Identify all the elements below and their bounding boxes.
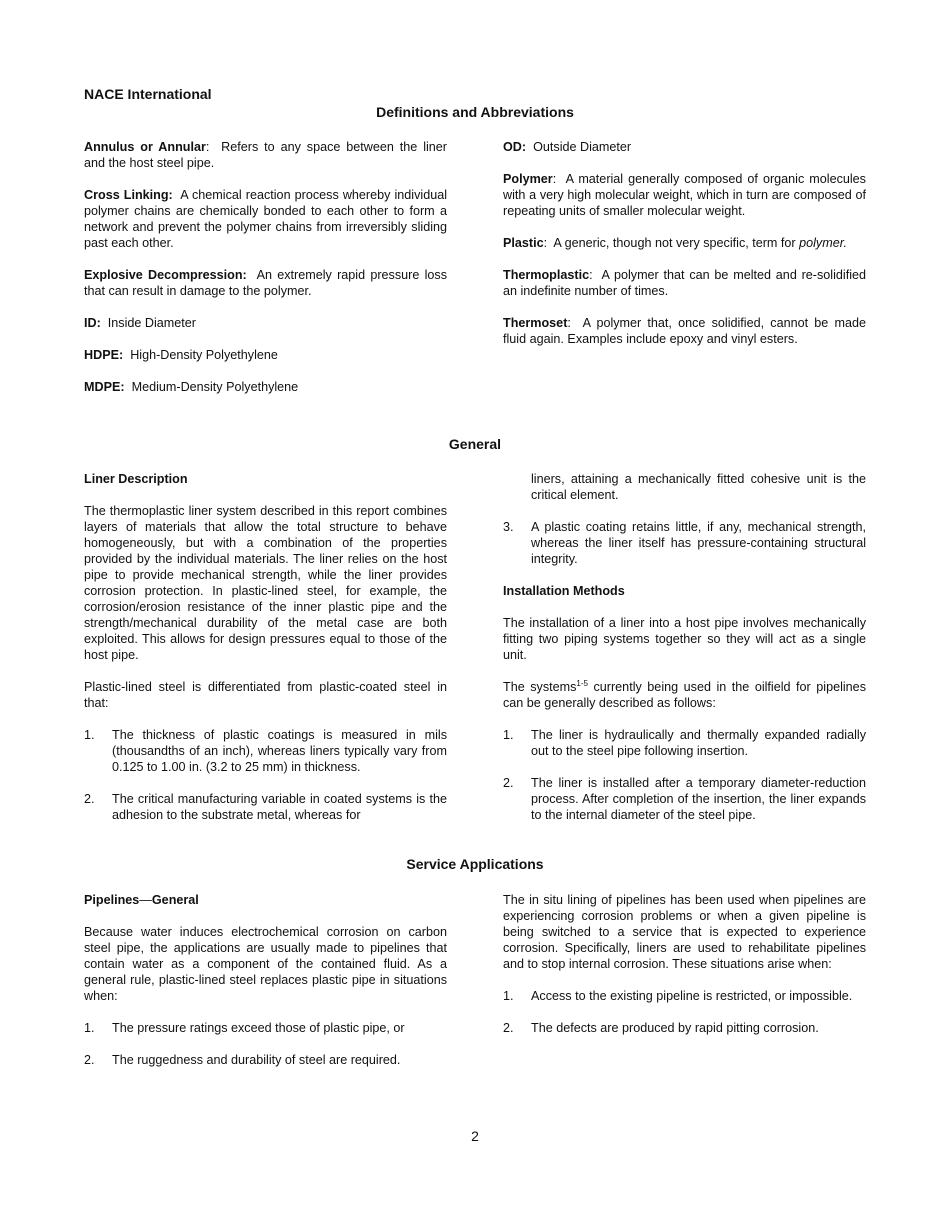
- list-item: 1. Access to the existing pipeline is restricted, or impossible.: [503, 989, 853, 1003]
- definition-od: OD: Outside Diameter: [503, 140, 632, 154]
- definition-polymer: Polymer: A material generally composed of organic molecules with a very high molecular weight, which in turn are composed of repeating units of smaller molecular weight.: [503, 172, 866, 218]
- definitions-right-column: [503, 139, 866, 347]
- list-item: 1. The pressure ratings exceed those of plastic pipe, or: [84, 1021, 405, 1035]
- definition-hdpe: HDPE: High-Density Polyethylene: [84, 348, 278, 362]
- citation-superscript: 1-5: [576, 679, 588, 688]
- definition-thermoset: Thermoset: A polymer that, once solidified, cannot be made fluid again. Examples include epoxy and vinyl esters.: [503, 316, 866, 346]
- list-item: 2. The liner is installed after a temporary diameter-reduction process. After completion of the insertion, the liner expands to the internal diameter of the steel pipe.: [503, 776, 866, 822]
- systems-paragraph: The systems$^{1-5}$ currently being used in the oilfield for pipelines can be generally described as follows:: [503, 679, 866, 710]
- installation-methods-heading: Installation Methods: [503, 584, 625, 598]
- definition-mdpe: MDPE: Medium-Density Polyethylene: [84, 380, 299, 394]
- definition-cross-linking: Cross Linking: A chemical reaction process whereby individual polymer chains are chemically bonded to each other to form a network and prevent the polymer chains from irreversibly sliding past each other.: [84, 188, 448, 250]
- pipelines-general-heading: Pipelines—General: [84, 893, 199, 907]
- service-right-column: [503, 892, 866, 1036]
- water-corrosion-paragraph: Because water induces electrochemical corrosion on carbon steel pipe, the applications are usually made to pipelines that contain water as a component of the contained fluid. As a general rule, plastic-lined steel replaces plastic pipe in situations when:: [84, 925, 447, 1003]
- general-right-column: [503, 471, 866, 823]
- plastic-lined-paragraph: Plastic-lined steel is differentiated from plastic-coated steel in that:: [84, 680, 447, 710]
- page-number: 2: [471, 1128, 479, 1144]
- general-left-column: [84, 471, 447, 823]
- service-left-column: [84, 892, 447, 1068]
- list-item: 2. The defects are produced by rapid pitting corrosion.: [503, 1021, 819, 1035]
- installation-paragraph: The installation of a liner into a host pipe involves mechanically fitting two piping systems together so they will act as a single unit.: [503, 616, 866, 662]
- list-item: 1. The thickness of plastic coatings is measured in mils (thousandths of an inch), whereas liners typically vary from 0.125 to 1.00 in. (3.2 to 25 mm) in thickness.: [84, 728, 447, 774]
- list-item: 3. A plastic coating retains little, if any, mechanical strength, whereas the liner itself has pressure-containing structural integrity.: [503, 520, 866, 566]
- definition-annulus: Annulus or Annular: Refers to any space between the liner and the host steel pipe.: [84, 140, 447, 170]
- definition-plastic: Plastic: A generic, though not very specific, term for polymer.: [503, 236, 847, 250]
- definitions-heading: Definitions and Abbreviations: [376, 104, 574, 120]
- liner-description-heading: Liner Description: [84, 472, 188, 486]
- definition-thermoplastic: Thermoplastic: A polymer that can be melted and re-solidified an indefinite number of times.: [503, 268, 867, 298]
- definition-explosive-decompression: Explosive Decompression: An extremely rapid pressure loss that can result in damage to the polymer.: [84, 268, 447, 298]
- organization-name: NACE International: [84, 86, 212, 102]
- list-item-continuation: liners, attaining a mechanically fitted cohesive unit is the critical element.: [531, 472, 866, 502]
- definition-id: ID: Inside Diameter: [84, 316, 196, 330]
- definitions-left-column: [84, 139, 447, 395]
- liner-description-paragraph: The thermoplastic liner system described in this report combines layers of materials that allow the total structure to behave homogeneously, but with a combination of the properties provided by the individual materials. The liner relies on the host pipe to provide mechanical strength, while the liner provides corrosion protection. In plastic-lined steel, for example, the corrosion/erosion resistance of the inner plastic pipe and the strength/mechanical durability of the metal case are both exploited. This allows for design pressures equal to those of the host pipe.: [84, 504, 447, 662]
- general-heading: General: [448, 436, 502, 452]
- list-item: 1. The liner is hydraulically and thermally expanded radially out to the steel pipe following insertion.: [503, 728, 866, 758]
- list-item: 2. The ruggedness and durability of steel are required.: [84, 1053, 401, 1067]
- service-applications-heading: Service Applications: [406, 856, 544, 872]
- list-item: 2. The critical manufacturing variable in coated systems is the adhesion to the substrate metal, whereas for: [84, 792, 447, 822]
- in-situ-lining-paragraph: The in situ lining of pipelines has been used when pipelines are experiencing corrosion problems or when a given pipeline is being switched to a service that is expected to experience corrosion. Specifically, liners are used to rehabilitate pipelines and to stop internal corrosion. These situations arise when:: [503, 893, 866, 971]
